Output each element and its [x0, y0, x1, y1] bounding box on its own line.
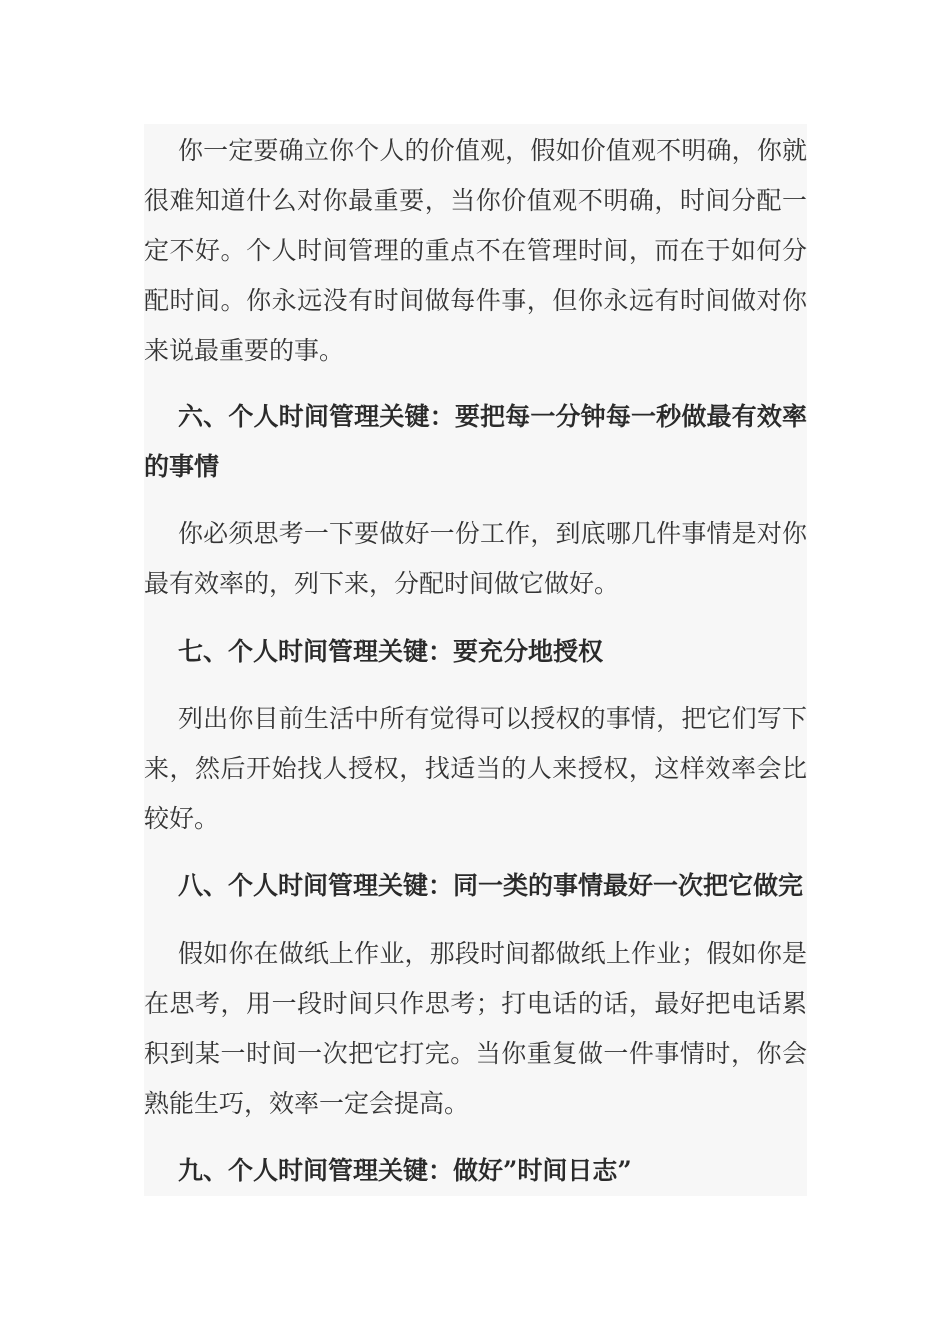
paragraph-section-six: 你必须思考一下要做好一份工作，到底哪几件事情是对你最有效率的，列下来，分配时间做它做好。 — [144, 519, 807, 598]
heading-section-nine: 九、个人时间管理关键：做好”时间日志” — [178, 1156, 632, 1185]
paragraph-values: 你一定要确立你个人的价值观，假如价值观不明确，你就很难知道什么对你最重要，当你价值观不明确，时间分配一定不好。个人时间管理的重点不在管理时间，而在于如何分配时间。你永远没有时间做每件事，但你永远有时间做对你来说最重要的事。 — [144, 136, 807, 365]
paragraph-section-eight: 假如你在做纸上作业，那段时间都做纸上作业；假如你是在思考，用一段时间只作思考；打电话的话，最好把电话累积到某一时间一次把它打完。当你重复做一件事情时，你会熟能生巧，效率一定会提高。 — [144, 939, 807, 1118]
article-body — [144, 124, 807, 1196]
heading-section-six: 六、个人时间管理关键：要把每一分钟每一秒做最有效率的事情 — [144, 402, 807, 481]
paragraph-section-seven: 列出你目前生活中所有觉得可以授权的事情，把它们写下来，然后开始找人授权，找适当的人来授权，这样效率会比较好。 — [144, 704, 807, 833]
heading-section-seven: 七、个人时间管理关键：要充分地授权 — [178, 637, 604, 666]
heading-section-eight: 八、个人时间管理关键：同一类的事情最好一次把它做完 — [178, 871, 804, 900]
